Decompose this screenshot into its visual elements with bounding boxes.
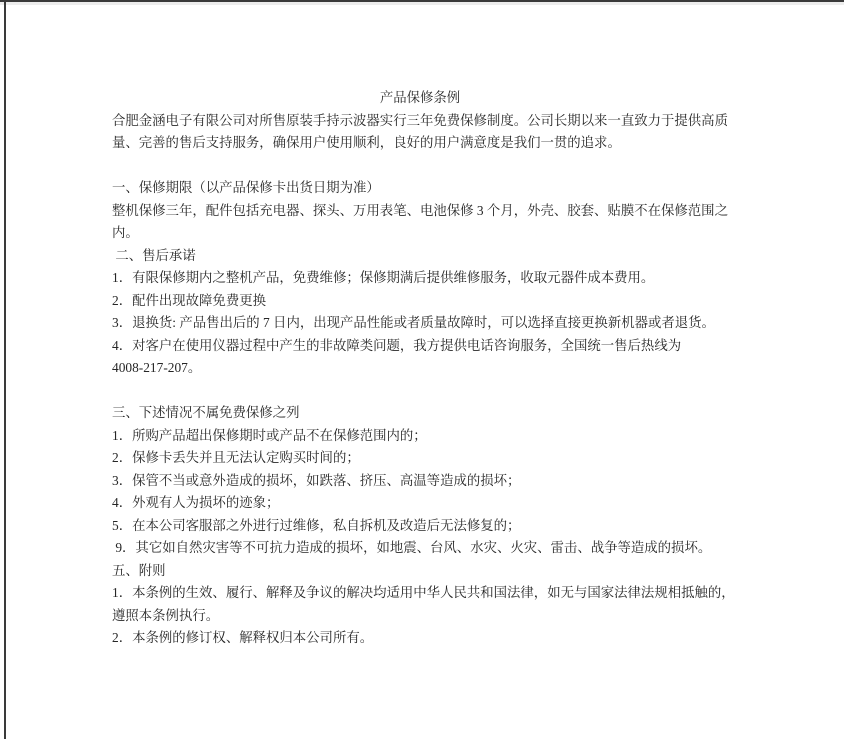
text-line: 三、下述情况不属免费保修之列 <box>112 405 300 420</box>
text-line: 内。 <box>112 225 139 240</box>
page-top-edge-shadow <box>0 2 844 5</box>
text-line: 5．在本公司客服部之外进行过维修，私自拆机及改造后无法修复的； <box>112 517 521 533</box>
text-line: 合肥金涵电子有限公司对所售原装手持示波器实行三年免费保修制度。公司长期以来一直致力于提供高质 <box>112 112 728 128</box>
text-line: 2．保修卡丢失并且无法认定购买时间的； <box>112 450 360 465</box>
text-line: 一、保修期限（以产品保修卡出货日期为准） <box>112 180 380 195</box>
text-line: 9．其它如自然灾害等不可抗力造成的损坏，如地震、台风、水灾、火灾、雷击、战争等造成的损坏。 <box>112 540 712 555</box>
page-left-edge <box>4 2 6 739</box>
blank-line <box>112 155 728 178</box>
text-line: 遵照本条例执行。 <box>112 607 220 623</box>
text-line: 1．所购产品超出保修期时或产品不在保修范围内的； <box>112 427 427 443</box>
text-line: 2．配件出现故障免费更换 <box>112 292 266 308</box>
text-line: 2．本条例的修订权、解释权归本公司所有。 <box>112 630 374 645</box>
text-line: 1．本条例的生效、履行、解释及争议的解决均适用中华人民共和国法律，如无与国家法律法规相抵触的， <box>112 585 735 600</box>
text-line: 整机保修三年，配件包括充电器、探头、万用表笔、电池保修 3 个月，外壳、胶套、贴膜不在保修范围之 <box>112 202 728 218</box>
text-line: 五、附则 <box>112 562 166 578</box>
text-line: 4．外观有人为损坏的迹象； <box>112 495 280 510</box>
text-line: 量、完善的售后支持服务，确保用户使用顺利，良好的用户满意度是我们一贯的追求。 <box>112 135 621 150</box>
text-line: 4．对客户在使用仪器过程中产生的非故障类问题，我方提供电话咨询服务，全国统一售后热线为 <box>112 337 682 353</box>
document-title: 产品保修条例 <box>379 90 461 105</box>
text-line: 3．退换货: 产品售出后的 7 日内，出现产品性能或者质量故障时，可以选择直接更换新机器或者退货。 <box>112 315 715 330</box>
text-line: 二、售后承诺 <box>112 247 196 263</box>
text-line: 4008-217-207。 <box>112 360 202 375</box>
blank-line <box>112 380 728 403</box>
document-lines <box>112 110 735 650</box>
text-line: 1．有限保修期内之整机产品，免费维修；保修期满后提供维修服务，收取元器件成本费用。 <box>112 270 655 285</box>
text-line: 3．保管不当或意外造成的损坏，如跌落、挤压、高温等造成的损坏； <box>112 472 521 488</box>
document-body <box>112 87 735 650</box>
